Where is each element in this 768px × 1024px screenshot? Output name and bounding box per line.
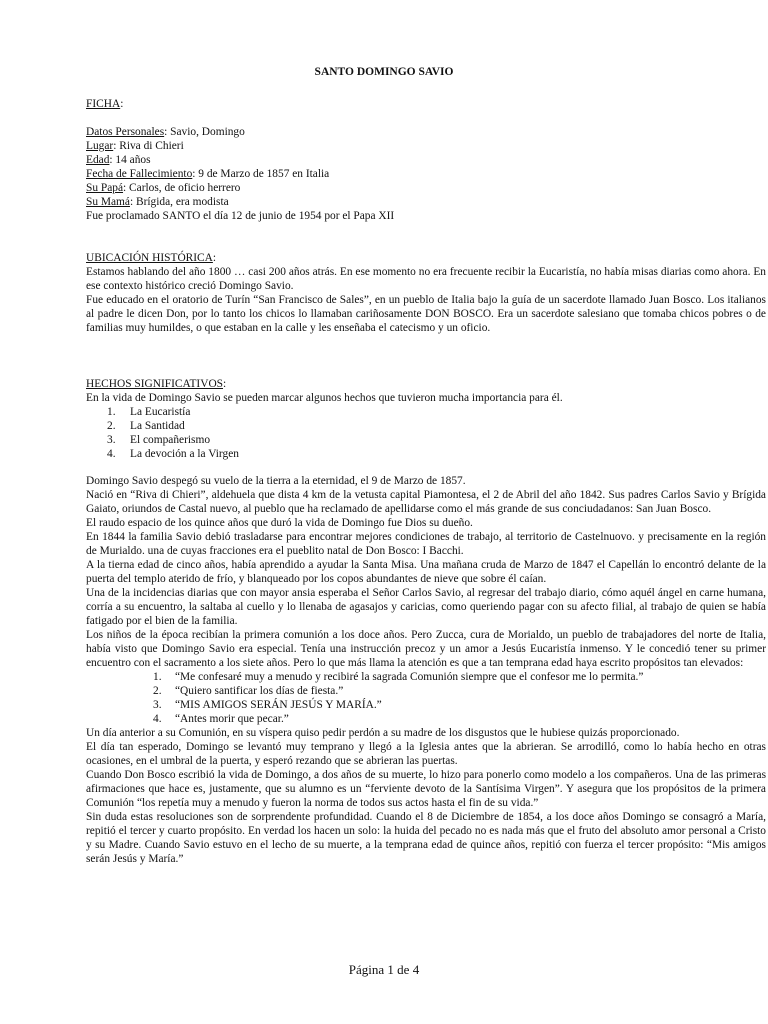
ficha-heading: FICHA (86, 98, 121, 110)
ficha-note: Fue proclamado SANTO el día 12 de junio de 1954 por el Papa XII (86, 210, 395, 222)
ubicacion-section: UBICACIÓN HISTÓRICA: Estamos hablando del año 1800 … casi 200 años atrás. En ese momento no era frecuente recibir la Eucaristía, no había misas diarias como ahora. En ese contexto histórico creció Domingo Savio. Fue educado en el oratorio de Turín “San Francisco de Sales”, en un pueblo de Italia bajo la guía de un sacerdote llamado Juan Bosco. Los italianos al padre le dicen Don, por lo tanto los chicos lo llamaban cariñosamente DON BOSCO. Era un sacerdote salesiano que tomaba chicos pobres o de familias muy humildes, o que estaban en la calle y les enseñaba el catecismo y un oficio. (86, 252, 766, 334)
proposito-list-item-text: “Antes morir que pecar.” (175, 713, 289, 725)
body-paragraph-4: En 1844 la familia Savio debió trasladarse para encontrar mejores condiciones de trabajo, al territorio de Castelnuovo. y precisamente en la región de Murialdo. una de cuyas fracciones era el pueblito natal de Don Bosco: I Bacchi. (86, 531, 766, 557)
ficha-row-label: Lugar (86, 140, 114, 152)
ficha-row (86, 181, 766, 195)
proposito-list-item-text: “Quiero santificar los días de fiesta.” (175, 685, 344, 697)
ficha-row-label: Datos Personales (86, 126, 165, 138)
hechos-section: HECHOS SIGNIFICATIVOS: En la vida de Domingo Savio se pueden marcar algunos hechos que tuvieron mucha importancia para él. 1. La Eucaristía 2. La Santidad 3. El compañerismo 4. La devoción a la Virgen (86, 377, 766, 461)
ficha-row-label: Su Papá (86, 182, 124, 194)
ficha-row-value: : Savio, Domingo (164, 126, 245, 138)
body-section (86, 474, 766, 866)
ficha-row (86, 139, 766, 153)
ficha-section: FICHA: Datos Personales: Savio, Domingo Lugar: Riva di Chieri Edad: 14 años Fecha de Fallecimiento: 9 de Marzo de 1857 en Italia Su Papá: Carlos, de oficio herrero Su Mamá: Brígida, era modista Fue proclamado SANTO el día 12 de junio de 1954 por el Papa XII (86, 97, 766, 223)
ubicacion-paragraph-1: Estamos hablando del año 1800 … casi 200 años atrás. En ese momento no era frecuente recibir la Eucaristía, no había misas diarias como ahora. En ese contexto histórico creció Domingo Savio. (86, 266, 766, 292)
body-paragraph-6: Una de la incidencias diarias que con mayor ansia esperaba el Señor Carlos Savio, al regresar del trabajo diario, cómo aquél ángel en carne humana, corría a su encuentro, la saltaba al cuello y lo llenaba de agasajos y caricias, como queriendo pagar con su afecto filial, al trabajo de quien se había fatigado por el bien de la familia. (86, 587, 766, 627)
hechos-list-item-text: La Santidad (130, 420, 185, 432)
body-paragraph-7: Los niños de la época recibían la primera comunión a los doce años. Pero Zucca, cura de Morialdo, un pueblo de trabajadores del norte de Italia, había visto que Domingo Savio era especial. Tenía una instrucción precoz y un amor a Jesús Eucaristía inmenso. Y le concedió tener su primer encuentro con el sacramento a los siete años. Pero lo que más llama la atención es que a tan temprana edad haya escrito propósitos tan elevados: (86, 629, 766, 669)
page-footer: Página 1 de 4 (348, 962, 420, 977)
hechos-list-item: 2. La Santidad (107, 420, 185, 432)
proposito-list-item: 2. “Quiero santificar los días de fiesta.” (153, 685, 344, 697)
ficha-row-value: : 14 años (109, 154, 151, 166)
hechos-list-item: 3. El compañerismo (107, 434, 211, 446)
hechos-list-item-text: El compañerismo (130, 434, 211, 446)
ficha-row-value: : Riva di Chieri (113, 140, 184, 152)
ficha-row (86, 153, 766, 167)
proposito-list-item: 1. “Me confesaré muy a menudo y recibiré la sagrada Comunión siempre que el confesor me lo permita.” (153, 671, 644, 683)
ficha-row (86, 125, 766, 139)
ficha-row-label: Su Mamá (86, 196, 130, 208)
proposito-list-item-text: “Me confesaré muy a menudo y recibiré la sagrada Comunión siempre que el confesor me lo permita.” (175, 671, 644, 683)
ficha-row-label: Edad (86, 154, 110, 166)
body-paragraph-9: El día tan esperado, Domingo se levantó muy temprano y llegó a la Iglesia antes que la abrieran. Se arrodilló, como lo había hecho en otras ocasiones, en el umbral de la puerta, y esperó rezando que se abrieran las puertas. (86, 741, 766, 767)
hechos-intro: En la vida de Domingo Savio se pueden marcar algunos hechos que tuvieron mucha importancia para él. (86, 392, 563, 404)
hechos-list-item-text: La devoción a la Virgen (130, 448, 239, 460)
body-paragraph-3: El raudo espacio de los quince años que duró la vida de Domingo fue Dios su dueño. (86, 517, 473, 529)
ficha-row (86, 167, 766, 181)
ficha-row-value: : Brígida, era modista (129, 196, 229, 208)
ficha-row (86, 195, 766, 209)
hechos-list-item-text: La Eucaristía (130, 406, 191, 418)
body-paragraph-10: Cuando Don Bosco escribió la vida de Domingo, a dos años de su muerte, lo hizo para ponerlo como modelo a los compañeros. Una de las primeras afirmaciones que hace es, justamente, que su alumno es un “ferviente devoto de la Santísima Virgen”. Y asegura que los propósitos de la primera Comunión “los repetía muy a menudo y fueron la norma de todos sus actos hasta el fin de su vida.” (86, 769, 766, 809)
proposito-list-item-text: “MIS AMIGOS SERÁN JESÚS Y MARÍA.” (175, 699, 382, 711)
ubicacion-heading: UBICACIÓN HISTÓRICA (86, 252, 213, 264)
body-paragraph-11: Sin duda estas resoluciones son de sorprendente profundidad. Cuando el 8 de Diciembre de 1854, a los doce años Domingo se consagró a María, repitió el tercer y cuarto propósito. En verdad los hacen un solo: la huida del pecado no es nada más que el fruto del absoluto amor personal a Cristo y su Madre. Cuando Savio estuvo en el lecho de su muerte, a la temprana edad de quince años, repitió con fuerza el tercer propósito: “Mis amigos serán Jesús y María.” (86, 811, 766, 865)
hechos-list-item: 4. La devoción a la Virgen (107, 448, 239, 460)
hechos-heading: HECHOS SIGNIFICATIVOS (86, 378, 224, 390)
hechos-list-item: 1. La Eucaristía (107, 406, 191, 418)
ficha-row-value: : 9 de Marzo de 1857 en Italia (192, 168, 330, 180)
body-paragraph-1: Domingo Savio despegó su vuelo de la tierra a la eternidad, el 9 de Marzo de 1857. (86, 475, 466, 487)
document-title: SANTO DOMINGO SAVIO (314, 66, 454, 78)
ficha-row-value: : Carlos, de oficio herrero (123, 182, 241, 194)
body-paragraph-8: Un día anterior a su Comunión, en su víspera quiso pedir perdón a su madre de los disgustos que le hubiese quizás proporcionado. (86, 727, 680, 739)
proposito-list-item: 3. “MIS AMIGOS SERÁN JESÚS Y MARÍA.” (153, 699, 382, 711)
ubicacion-paragraph-2: Fue educado en el oratorio de Turín “San Francisco de Sales”, en un pueblo de Italia bajo la guía de un sacerdote llamado Juan Bosco. Los italianos al padre le dicen Don, por lo tanto los chicos lo llamaban cariñosamente DON BOSCO. Era un sacerdote salesiano que tomaba chicos pobres o de familias muy humildes, o que estaban en la calle y les enseñaba el catecismo y un oficio. (86, 294, 766, 334)
body-paragraph-5: A la tierna edad de cinco años, había aprendido a ayudar la Santa Misa. Una mañana cruda de Marzo de 1847 el Capellán lo encontró delante de la puerta del templo aterido de frío, y blanqueado por los copos abundantes de nieve que sobre él caían. (86, 559, 766, 585)
proposito-list-item: 4. “Antes morir que pecar.” (153, 713, 289, 725)
body-paragraph-2: Nació en “Riva di Chieri”, aldehuela que dista 4 km de la vetusta capital Piamontesa, el 2 de Abril del año 1842. Sus padres Carlos Savio y Brígida Gaiato, oriundos de Castal nuevo, al pueblo que ha reclamado de apellidarse como el más grande de sus conciudadanos: San Juan Bosco. (86, 489, 766, 515)
ficha-row-label: Fecha de Fallecimiento (86, 168, 193, 180)
